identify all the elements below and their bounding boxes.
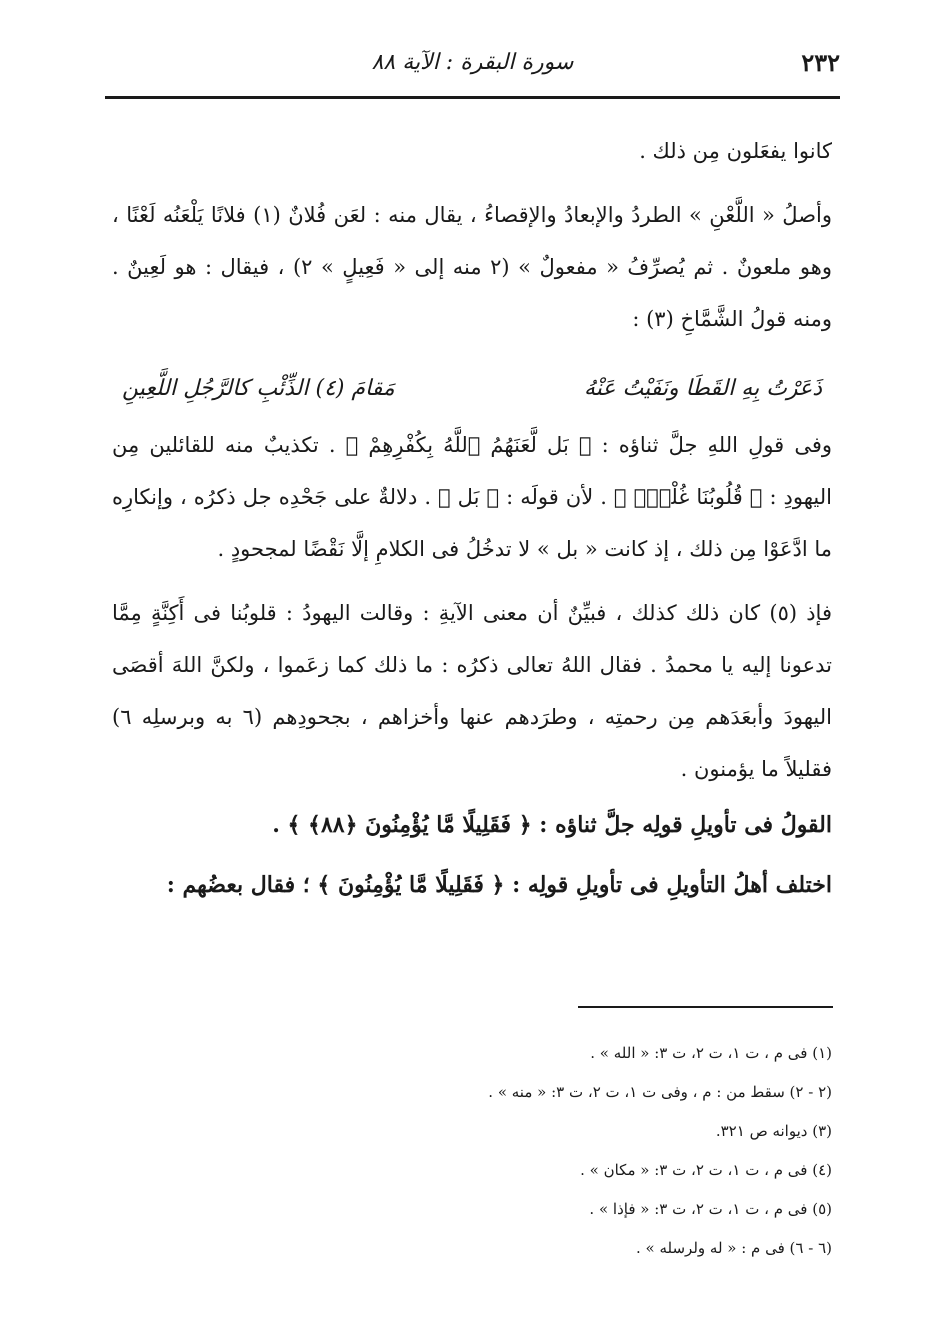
paragraph-3: وفى قولِ اللهِ جلَّ ثناؤه : ﴿ بَل لَّعَنَهُمُ ٱللَّهُ بِكُفْرِهِمْ ﴾ . تكذيبٌ منه للقائلين مِن اليهودِ : ﴿ قُلُوبُنَا غُلْفٌۢ ﴾ . لأن قولَه : ﴿ بَل ﴾ . دلالةٌ على جَحْدِه جل ذكرُه ، وإنكارِه ما ادَّعَوْا مِن ذلك ، إذ كانت « بل » لا تدخُلُ فى الكلامِ إلَّا نَقْضًا لمجحودٍ . <box>112 433 832 561</box>
page-number: ٢٣٢ <box>801 48 840 77</box>
paragraph-2: وأصلُ « اللَّعْنِ » الطردُ والإبعادُ والإقصاءُ ، يقال منه : لعَن فُلانٌ (١) فلانًا يَلْعَنُه لَعْنًا ، وهو ملعونٌ . ثم يُصرِّفُ « مفعولٌ » (٢ منه إلى « فَعِيلٍ » ٢) ، فيقال : هو لَعِينٌ . ومنه قولُ الشَّمَّاخِ (٣) : <box>112 203 832 331</box>
footnote-6: (٦ - ٦) فى م : « له ولرسله » . <box>635 1239 832 1257</box>
verse-first-hemistich: ذَعَرْتُ بِهِ القَطَا ونَفَيْتُ عَنْهُ <box>583 376 822 401</box>
section-heading: القولُ فى تأويلِ قولِه جلَّ ثناؤه : ﴿ فَقَلِيلًا مَّا يُؤْمِنُونَ ﴿٨٨﴾ ﴾ . <box>272 812 832 838</box>
footnote-2: (٢ - ٢) سقط من : م ، وفى ت ١، ت ٢، ت ٣: « منه » . <box>488 1083 832 1101</box>
footnote-5: (٥) فى م ، ت ١، ت ٢، ت ٣: « فإذا » . <box>589 1200 832 1218</box>
verse-second-hemistich: مَقامَ (٤) الذِّئْبِ كالرَّجُلِ اللَّعِينِ <box>122 376 395 401</box>
footnote-rule <box>578 1006 833 1008</box>
header-rule <box>105 96 840 99</box>
paragraph-1: كانوا يفعَلون مِن ذلك . <box>639 139 832 163</box>
poetry-verse <box>112 359 832 419</box>
running-head: سورة البقرة : الآية ٨٨ <box>371 50 574 75</box>
main-text <box>112 125 832 915</box>
paragraph-4: فإذ (٥) كان ذلك كذلك ، فبيِّنٌ أن معنى الآيةِ : وقالت اليهودُ : قلوبُنا فى أَكِنَّةٍ مِمَّا تدعونا إليه يا محمدُ . فقال اللهُ تعالى ذكرُه : ما ذلك كما زعَموا ، ولكنَّ اللهَ أقصَى اليهودَ وأبعَدَهم مِن رحمتِه ، وطرَدهم عنها وأخزاهم ، بجحودِهم (٦ به وبرسلِه ٦) فقليلاً ما يؤمنون . <box>112 601 832 781</box>
paragraph-gap <box>112 575 832 587</box>
footnote-4: (٤) فى م ، ت ١، ت ٢، ت ٣: « مكان » . <box>580 1161 832 1179</box>
section-intro: اختلف أهلُ التأويلِ فى تأويلِ قولِه : ﴿ فَقَلِيلًا مَّا يُؤْمِنُونَ ﴾ ؛ فقال بعضُهم : <box>166 872 832 898</box>
footnote-1: (١) فى م ، ت ١، ت ٢، ت ٣: « الله » . <box>590 1044 832 1062</box>
footnotes <box>112 1034 832 1268</box>
footnote-3: (٣) ديوانه ص ٣٢١. <box>715 1122 832 1140</box>
paragraph-gap <box>112 177 832 189</box>
page-header <box>105 40 840 95</box>
